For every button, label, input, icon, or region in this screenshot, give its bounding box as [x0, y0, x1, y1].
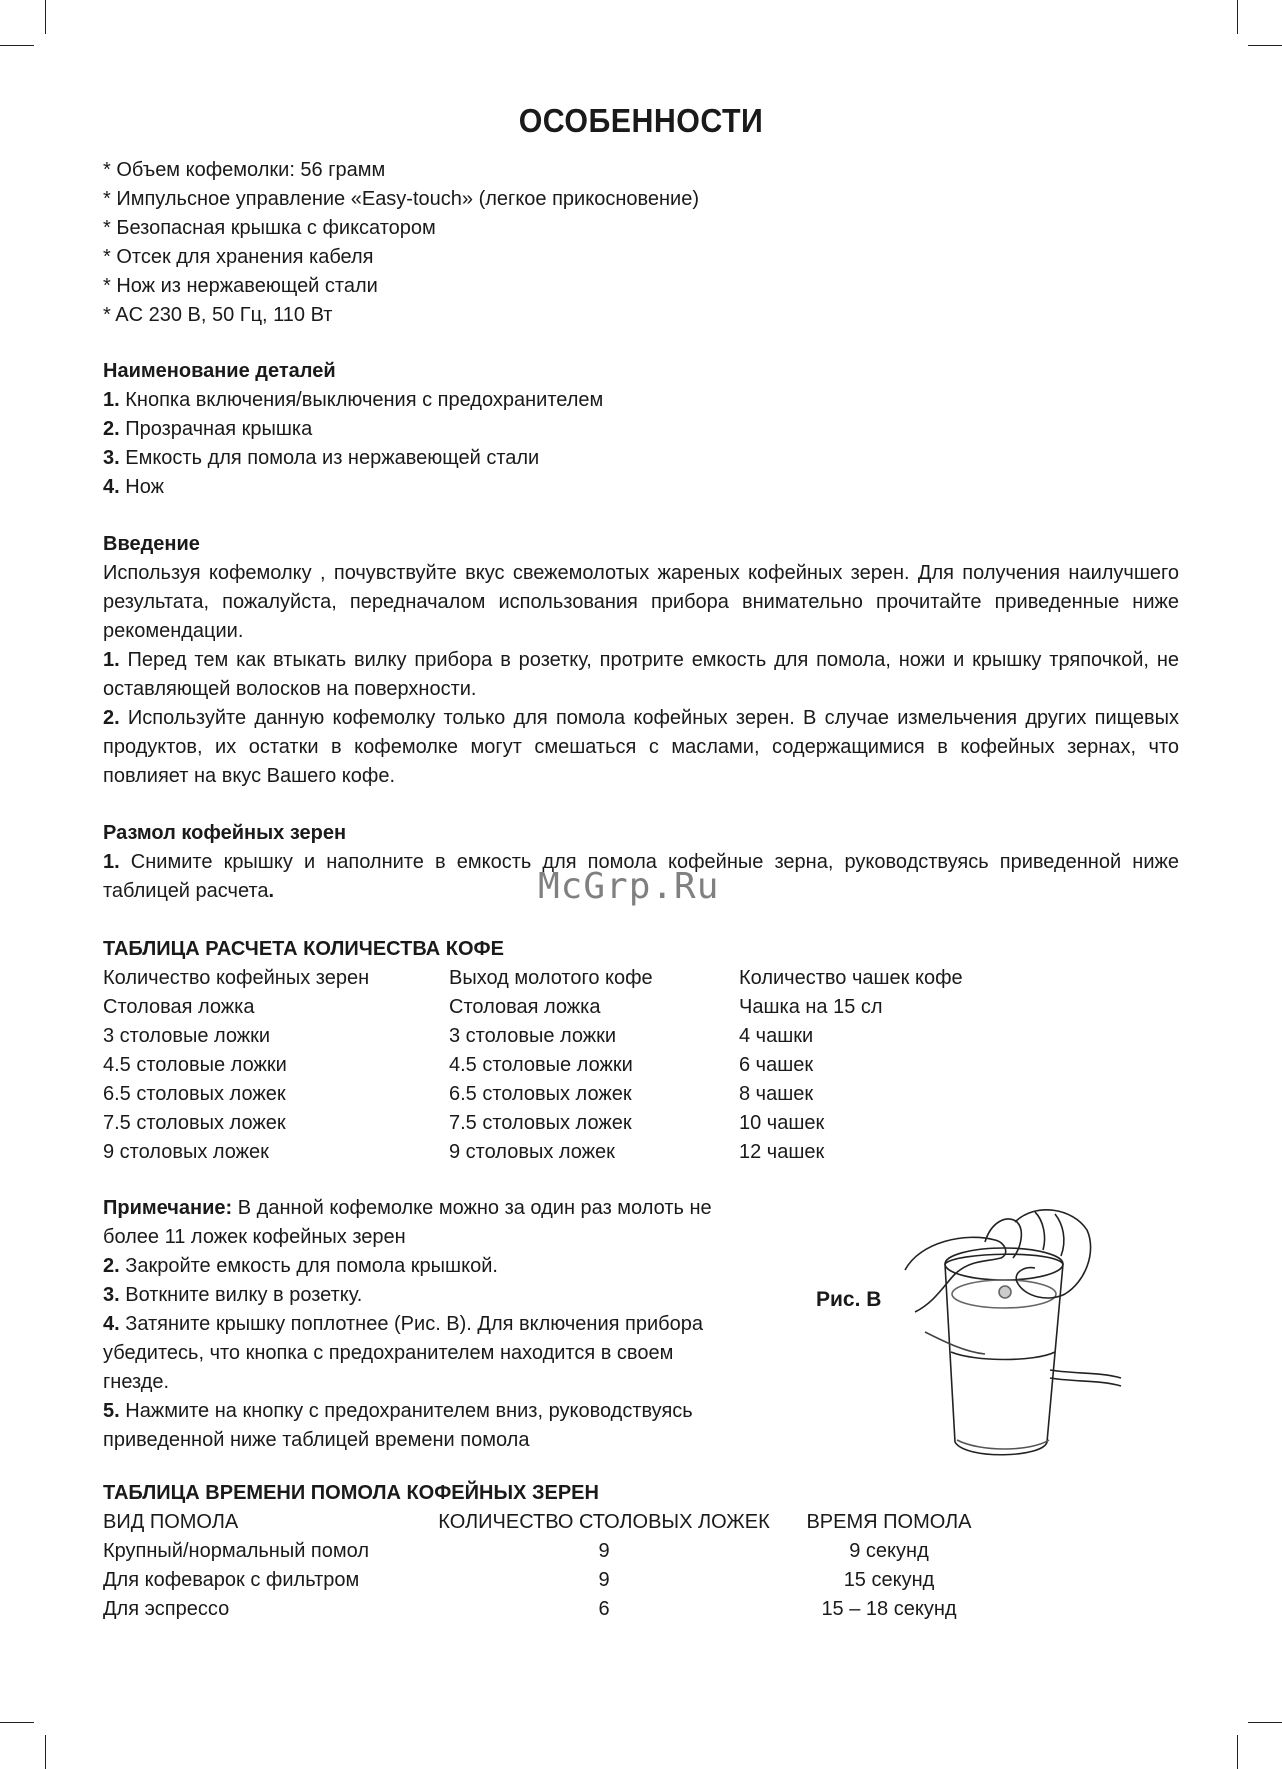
- watermark: McGrp.Ru: [538, 866, 720, 907]
- step-item: 2. Закройте емкость для помола крышкой.: [103, 1255, 498, 1277]
- calc-table-heading: ТАБЛИЦА РАСЧЕТА КОЛИЧЕСТВА КОФЕ: [103, 938, 504, 960]
- table-header: Количество кофейных зерен: [103, 967, 370, 989]
- parts-section: [103, 357, 1179, 502]
- features-list: [103, 156, 1179, 330]
- intro-item: 1. Перед тем как втыкать вилку прибора в розетку, протрите емкость для помола, ножи и крышку тряпочкой, не оставляющей волосков на поверхности.: [103, 649, 1179, 700]
- note-section: [103, 1194, 743, 1455]
- table-header-row: [103, 964, 999, 993]
- crop-mark: [45, 0, 46, 34]
- crop-mark: [0, 45, 34, 46]
- parts-item: 2. Прозрачная крышка: [103, 418, 313, 440]
- step-item: 3. Воткните вилку в розетку.: [103, 1284, 363, 1306]
- step-item: 5. Нажмите на кнопку с предохранителем вниз, руководствуясь приведенной ниже таблицей времени помола: [103, 1400, 693, 1451]
- grinder-illustration: [885, 1202, 1123, 1466]
- time-table-heading: ТАБЛИЦА ВРЕМЕНИ ПОМОЛА КОФЕЙНЫХ ЗЕРЕН: [103, 1482, 599, 1504]
- calc-table: [103, 964, 999, 1167]
- grinding-heading: Размол кофейных зерен: [103, 822, 347, 844]
- crop-mark: [0, 1722, 34, 1723]
- time-table: [103, 1508, 999, 1624]
- crop-mark: [45, 1735, 46, 1769]
- parts-item: 4. Нож: [103, 476, 164, 498]
- feature-item: * Отсек для хранения кабеля: [103, 246, 374, 268]
- parts-item: 3. Емкость для помола из нержавеющей стали: [103, 447, 540, 469]
- crop-mark: [1237, 1735, 1238, 1769]
- table-row: 6.5 столовых ложек 6.5 столовых ложек 8 чашек: [103, 1083, 814, 1105]
- parts-heading: Наименование деталей: [103, 360, 336, 382]
- table-header: Выход молотого кофе: [449, 967, 653, 989]
- grinding-step: 1. Снимите крышку и наполните в емкость для помола кофейные зерна, руководствуясь приведенной ниже таблицей расчета.: [103, 851, 1179, 902]
- table-header-row: [103, 1508, 999, 1537]
- page-title: ОСОБЕННОСТИ: [518, 102, 764, 139]
- table-row: 3 столовые ложки 3 столовые ложки 4 чашки: [103, 1025, 814, 1047]
- intro-heading: Введение: [103, 533, 200, 555]
- crop-mark: [1248, 1722, 1282, 1723]
- table-row: Крупный/нормальный помол 9 9 секунд: [103, 1540, 929, 1562]
- parts-item: 1. Кнопка включения/выключения с предохранителем: [103, 389, 604, 411]
- table-row: Столовая ложка Столовая ложка Чашка на 15 сл: [103, 996, 883, 1018]
- figure-label: Рис. В: [816, 1288, 882, 1311]
- table-header: КОЛИЧЕСТВО СТОЛОВЫХ ЛОЖЕК: [438, 1511, 770, 1533]
- table-row: 7.5 столовых ложек 7.5 столовых ложек 10 чашек: [103, 1112, 825, 1134]
- intro-section: [103, 530, 1179, 791]
- note-text: Примечание: В данной кофемолке можно за один раз молоть не более 11 ложек кофейных зерен: [103, 1197, 712, 1248]
- feature-item: * AC 230 В, 50 Гц, 110 Вт: [103, 304, 333, 326]
- table-header: ВРЕМЯ ПОМОЛА: [806, 1511, 972, 1533]
- intro-text: Используя кофемолку , почувствуйте вкус свежемолотых жареных кофейных зерен. Для получения наилучшего результата, пожалуйста, передначалом использования прибора внимательно прочитайте приведенные ниже рекомендации.: [103, 562, 1179, 642]
- step-item: 4. Затяните крышку поплотнее (Рис. В). Для включения прибора убедитесь, что кнопка с предохранителем находится в своем гнезде.: [103, 1313, 703, 1393]
- feature-item: * Безопасная крышка с фиксатором: [103, 217, 436, 239]
- table-row: Для эспрессо 6 15 – 18 секунд: [103, 1598, 957, 1620]
- table-row: 9 столовых ложек 9 столовых ложек 12 чашек: [103, 1141, 825, 1163]
- table-row: Для кофеварок с фильтром 9 15 секунд: [103, 1569, 935, 1591]
- crop-mark: [1248, 45, 1282, 46]
- feature-item: * Нож из нержавеющей стали: [103, 275, 378, 297]
- crop-mark: [1237, 0, 1238, 34]
- feature-item: * Импульсное управление «Easy-touch» (легкое прикосновение): [103, 188, 700, 210]
- feature-item: * Объем кофемолки: 56 грамм: [103, 159, 386, 181]
- table-header: ВИД ПОМОЛА: [103, 1511, 239, 1533]
- table-header: Количество чашек кофе: [739, 967, 963, 989]
- table-row: 4.5 столовые ложки 4.5 столовые ложки 6 чашек: [103, 1054, 814, 1076]
- intro-item: 2. Используйте данную кофемолку только для помола кофейных зерен. В случае измельчения других пищевых продуктов, их остатки в кофемолке могут смешаться с маслами, содержащимися в кофейных зернах, что повлияет на вкус Вашего кофе.: [103, 707, 1179, 787]
